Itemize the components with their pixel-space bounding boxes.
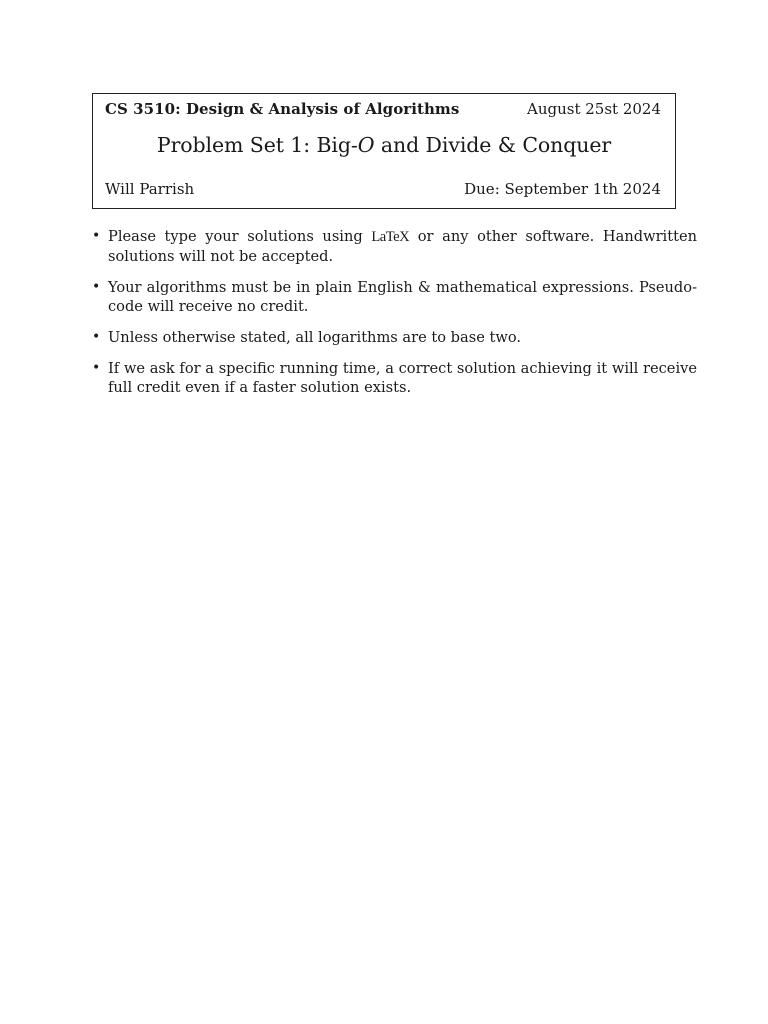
title-prefix: Problem Set 1: Big- <box>156 133 358 157</box>
bullet-icon: • <box>92 228 101 244</box>
big-o-symbol: O <box>357 133 375 157</box>
instructions-list <box>92 227 697 409</box>
assignment-date: August 25st 2024 <box>526 100 661 118</box>
bullet-icon: • <box>92 329 101 345</box>
instruction-item <box>92 227 697 266</box>
title-suffix: and Divide & Conquer <box>374 133 612 157</box>
instruction-text-after: or any other software. Handwritten solutions will not be accepted. <box>108 228 697 265</box>
bullet-icon: • <box>92 279 101 295</box>
instruction-text: If we ask for a specific running time, a correct solution achieving it will receive full credit even if a faster solution exists. <box>108 360 697 396</box>
instruction-text: Unless otherwise stated, all logarithms are to base two. <box>108 329 522 346</box>
course-title: CS 3510: Design & Analysis of Algorithms <box>105 100 460 118</box>
instruction-text: Your algorithms must be in plain English & mathematical expressions. Pseudo-code will receive no credit. <box>108 279 697 315</box>
problem-set-title <box>93 133 675 157</box>
instruction-text-before: Please type your solutions using <box>108 228 372 245</box>
instruction-item <box>92 328 697 347</box>
bullet-icon: • <box>92 360 101 376</box>
due-date: Due: September 1th 2024 <box>464 180 661 198</box>
author-name: Will Parrish <box>105 180 195 198</box>
instruction-item <box>92 359 697 397</box>
header-box <box>92 93 676 209</box>
instruction-item <box>92 278 697 316</box>
latex-logo: LaTeX <box>371 229 410 245</box>
